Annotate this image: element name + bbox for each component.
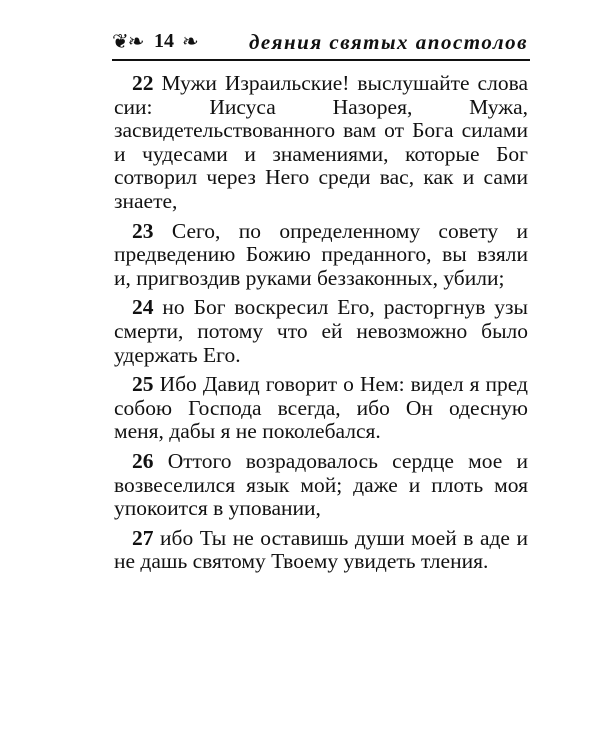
page-body: [114, 72, 528, 580]
verse-number: 26: [132, 448, 154, 473]
verse-24: [114, 296, 528, 367]
verse-25: [114, 373, 528, 444]
verse-text: Сего, по определенному совету и предведению Божию преданного, вы взяли и, пригвоздив руками беззаконных, убили;: [114, 218, 529, 290]
verse-22: [114, 72, 528, 214]
verse-text: Оттого возрадовалось сердце мое и возвеселился язык мой; даже и плоть моя упокоится в уповании,: [114, 448, 528, 521]
verse-number: 24: [132, 295, 154, 320]
running-title: деяния святых апостолов: [248, 30, 528, 54]
page-number: 14: [154, 30, 174, 52]
verse-number: 27: [132, 525, 154, 550]
verse-text: Мужи Израильские! выслушайте слова сии: Иисуса Назорея, Мужа, засвидетельствованного вам от Бога силами и чудесами и знамениями, которые Бог сотворил через Него среди вас, как и сами знаете,: [114, 71, 528, 213]
verse-text: Ибо Давид говорит о Нем: видел я пред собою Господа всегда, ибо Он одесную меня, дабы я не поколебался.: [114, 372, 529, 444]
ornament-left-icon: ❦❧: [112, 31, 144, 53]
header-rule: [112, 59, 530, 61]
ornament-right-icon: ❧: [182, 31, 199, 53]
verse-text: но Бог воскресил Его, расторгнув узы смерти, потому что ей невозможно было удержать Его.: [114, 295, 528, 367]
verse-27: [114, 527, 528, 574]
verse-23: [114, 220, 528, 291]
page-header: [112, 26, 530, 58]
verse-number: 25: [132, 372, 154, 397]
verse-number: 22: [132, 71, 154, 95]
verse-26: [114, 450, 528, 521]
verse-text: ибо Ты не оставишь души моей в аде и не дашь святому Твоему увидеть тления.: [114, 525, 528, 574]
verse-number: 23: [132, 218, 154, 243]
